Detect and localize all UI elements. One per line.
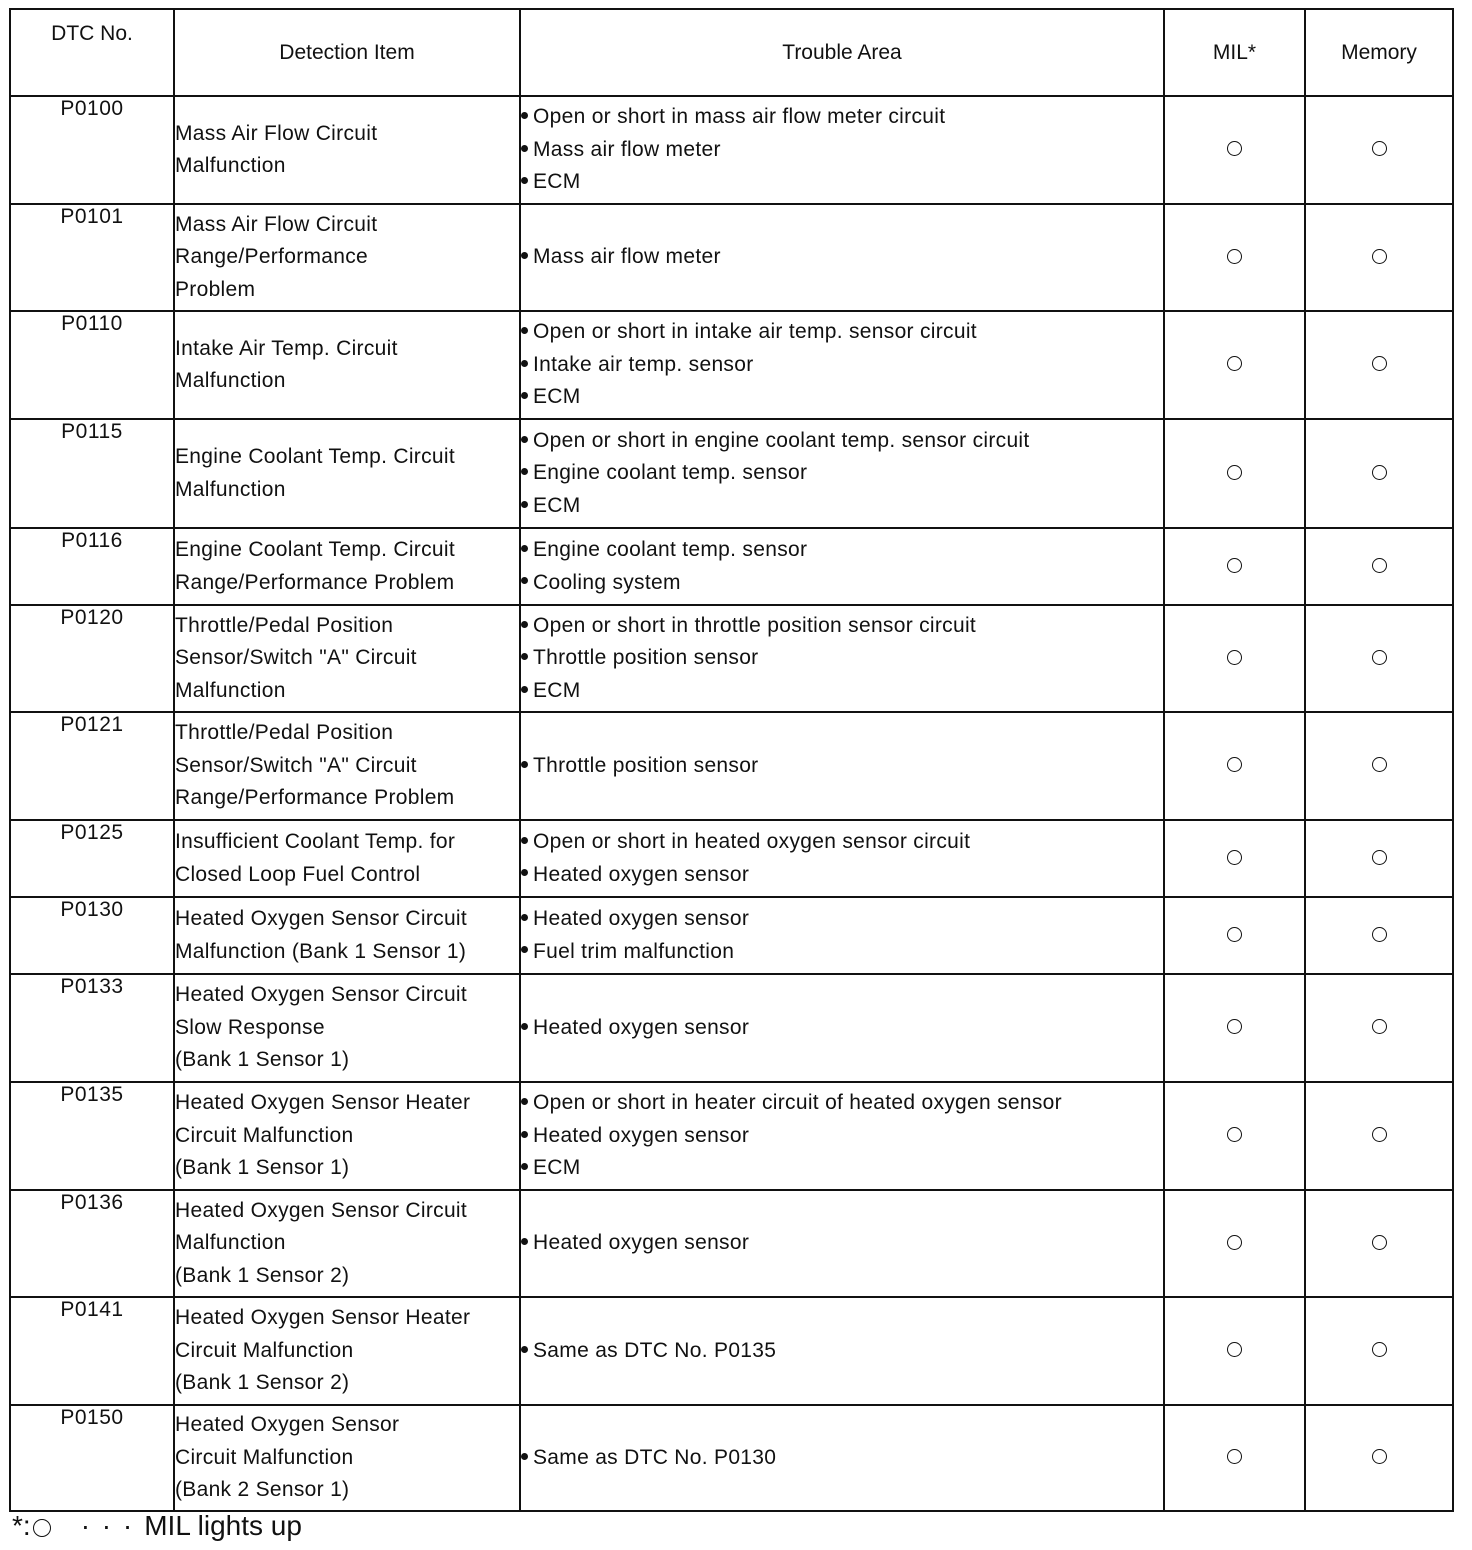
trouble-area-line	[521, 610, 1163, 643]
detection-item-line: Malfunction	[175, 1231, 286, 1255]
detection-item-line: Malfunction	[175, 369, 286, 392]
circle-icon	[1372, 850, 1387, 865]
bullet-icon	[521, 577, 528, 584]
circle-icon	[1372, 650, 1387, 665]
trouble-area-line	[521, 750, 1163, 783]
dtc-code: P0100	[10, 96, 174, 204]
trouble-area-line	[521, 826, 1163, 859]
detection-item-cell	[174, 419, 520, 528]
table-row	[10, 204, 1453, 311]
detection-item-cell	[174, 311, 520, 419]
trouble-area-text: Heated oxygen sensor	[533, 907, 750, 930]
circle-icon	[1372, 1127, 1387, 1142]
mil-cell	[1164, 96, 1305, 204]
detection-item-line: Malfunction (Bank 1 Sensor 1)	[175, 939, 467, 963]
detection-item-line: Heated Oxygen Sensor Circuit	[175, 983, 468, 1007]
detection-item-cell	[174, 204, 520, 311]
detection-item-line: (Bank 1 Sensor 2)	[175, 1263, 350, 1287]
detection-item-cell	[174, 96, 520, 204]
mil-cell	[1164, 311, 1305, 419]
table-row	[10, 1082, 1453, 1190]
mil-cell	[1164, 1405, 1305, 1511]
trouble-area-line	[521, 1152, 1163, 1185]
trouble-area-cell	[520, 1297, 1164, 1405]
table-row	[10, 820, 1453, 897]
detection-item-cell	[174, 528, 520, 605]
mil-cell	[1164, 605, 1305, 712]
mil-cell	[1164, 1190, 1305, 1297]
memory-cell	[1305, 820, 1453, 897]
trouble-area-line	[521, 903, 1163, 936]
trouble-area-line	[521, 381, 1163, 414]
bullet-icon	[521, 327, 528, 334]
trouble-area-cell	[520, 712, 1164, 820]
table-row	[10, 1405, 1453, 1511]
footnote-prefix: *:	[12, 1510, 31, 1541]
circle-icon	[1227, 927, 1242, 942]
memory-cell	[1305, 204, 1453, 311]
dtc-code: P0110	[10, 311, 174, 419]
header-dtc-no: DTC No.	[10, 9, 174, 96]
trouble-area-line	[521, 241, 1163, 274]
trouble-area-text: ECM	[533, 170, 581, 194]
trouble-area-text: Throttle position sensor	[533, 753, 759, 777]
table-row	[10, 419, 1453, 528]
trouble-area-line	[521, 534, 1163, 567]
detection-item-line: Range/Performance	[175, 245, 369, 269]
circle-icon	[1372, 249, 1387, 264]
memory-cell	[1305, 897, 1453, 974]
trouble-area-cell	[520, 897, 1164, 974]
table-body	[10, 96, 1453, 1511]
trouble-area-line	[521, 859, 1163, 892]
trouble-area-cell	[520, 1082, 1164, 1190]
bullet-icon	[521, 1098, 528, 1105]
memory-cell	[1305, 712, 1453, 820]
table-row	[10, 974, 1453, 1082]
trouble-area-cell	[520, 204, 1164, 311]
trouble-area-text: ECM	[533, 493, 581, 517]
detection-item-line: Throttle/Pedal Position	[175, 721, 394, 745]
detection-item-line: Closed Loop Fuel Control	[175, 862, 421, 886]
bullet-icon	[521, 112, 528, 119]
mil-cell	[1164, 1297, 1305, 1405]
detection-item-line: Circuit Malfunction	[175, 1445, 354, 1469]
trouble-area-text: Same as DTC No. P0135	[533, 1338, 777, 1362]
memory-cell	[1305, 311, 1453, 419]
table-row	[10, 605, 1453, 712]
trouble-area-text: Mass air flow meter	[533, 245, 721, 269]
dtc-code: P0135	[10, 1082, 174, 1190]
memory-cell	[1305, 974, 1453, 1082]
trouble-area-line	[521, 425, 1163, 458]
trouble-area-line	[521, 642, 1163, 675]
circle-icon	[1227, 558, 1242, 573]
trouble-area-text: Same as DTC No. P0130	[533, 1445, 777, 1469]
trouble-area-line	[521, 1012, 1163, 1045]
trouble-area-cell	[520, 1405, 1164, 1511]
dtc-code: P0130	[10, 897, 174, 974]
detection-item-cell	[174, 1190, 520, 1297]
circle-icon	[1227, 650, 1242, 665]
circle-icon	[1227, 356, 1242, 371]
trouble-area-line	[521, 675, 1163, 708]
trouble-area-text: Open or short in heater circuit of heated oxygen sensor	[533, 1091, 1062, 1115]
bullet-icon	[521, 1131, 528, 1138]
bullet-icon	[521, 145, 528, 152]
bullet-icon	[521, 946, 528, 953]
table-row	[10, 311, 1453, 419]
detection-item-line: Malfunction	[175, 678, 286, 702]
memory-cell	[1305, 1297, 1453, 1405]
mil-cell	[1164, 712, 1305, 820]
trouble-area-line	[521, 1335, 1163, 1368]
circle-icon	[1227, 1342, 1242, 1357]
circle-icon	[1227, 1235, 1242, 1250]
bullet-icon	[521, 686, 528, 693]
bullet-icon	[521, 1023, 528, 1030]
trouble-area-text: Heated oxygen sensor	[533, 1231, 750, 1255]
dtc-code: P0150	[10, 1405, 174, 1511]
trouble-area-text: Engine coolant temp. sensor	[533, 538, 808, 561]
header-row	[10, 9, 1453, 96]
detection-item-line: Engine Coolant Temp. Circuit	[175, 445, 455, 468]
trouble-area-cell	[520, 311, 1164, 419]
circle-icon	[1372, 1342, 1387, 1357]
trouble-area-text: ECM	[533, 1156, 581, 1180]
circle-icon	[33, 1519, 51, 1537]
mil-cell	[1164, 820, 1305, 897]
detection-item-line: Range/Performance Problem	[175, 570, 455, 594]
detection-item-line: Malfunction	[175, 477, 286, 501]
memory-cell	[1305, 1190, 1453, 1297]
circle-icon	[1372, 1449, 1387, 1464]
trouble-area-text: Heated oxygen sensor	[533, 862, 750, 886]
detection-item-line: Heated Oxygen Sensor Circuit	[175, 907, 468, 930]
detection-item-line: (Bank 1 Sensor 1)	[175, 1048, 350, 1072]
trouble-area-cell	[520, 974, 1164, 1082]
circle-icon	[1372, 558, 1387, 573]
dtc-code: P0116	[10, 528, 174, 605]
trouble-area-text: Fuel trim malfunction	[533, 939, 735, 963]
trouble-area-cell	[520, 605, 1164, 712]
trouble-area-text: Throttle position sensor	[533, 646, 759, 670]
trouble-area-line	[521, 316, 1163, 349]
trouble-area-cell	[520, 419, 1164, 528]
detection-item-cell	[174, 712, 520, 820]
trouble-area-text: Open or short in engine coolant temp. sensor circuit	[533, 428, 1030, 452]
trouble-area-text: Heated oxygen sensor	[533, 1015, 750, 1039]
header-detection-item: Detection Item	[174, 9, 520, 96]
memory-cell	[1305, 1405, 1453, 1511]
detection-item-line: Circuit Malfunction	[175, 1123, 354, 1147]
memory-cell	[1305, 96, 1453, 204]
detection-item-line: Sensor/Switch "A" Circuit	[175, 753, 417, 777]
table-row	[10, 897, 1453, 974]
memory-cell	[1305, 605, 1453, 712]
detection-item-line: Engine Coolant Temp. Circuit	[175, 538, 455, 561]
bullet-icon	[521, 761, 528, 768]
bullet-icon	[521, 837, 528, 844]
circle-icon	[1372, 757, 1387, 772]
trouble-area-line	[521, 936, 1163, 969]
detection-item-cell	[174, 1405, 520, 1511]
memory-cell	[1305, 528, 1453, 605]
detection-item-line: Range/Performance Problem	[175, 786, 455, 810]
bullet-icon	[521, 1453, 528, 1460]
detection-item-line: Slow Response	[175, 1015, 325, 1039]
trouble-area-text: Open or short in throttle position sensor circuit	[533, 613, 977, 637]
circle-icon	[1227, 1449, 1242, 1464]
trouble-area-text: Open or short in mass air flow meter circuit	[533, 105, 946, 129]
bullet-icon	[521, 914, 528, 921]
trouble-area-line	[521, 101, 1163, 134]
dtc-code: P0101	[10, 204, 174, 311]
bullet-icon	[521, 436, 528, 443]
footnote-text: MIL lights up	[144, 1510, 302, 1541]
trouble-area-cell	[520, 1190, 1164, 1297]
dtc-code: P0120	[10, 605, 174, 712]
trouble-area-line	[521, 1227, 1163, 1260]
trouble-area-line	[521, 490, 1163, 523]
trouble-area-line	[521, 457, 1163, 490]
dtc-code: P0141	[10, 1297, 174, 1405]
detection-item-line: Mass Air Flow Circuit	[175, 121, 378, 145]
detection-item-cell	[174, 605, 520, 712]
detection-item-line: Malfunction	[175, 154, 286, 177]
detection-item-line: Heated Oxygen Sensor Heater	[175, 1306, 471, 1330]
detection-item-cell	[174, 897, 520, 974]
detection-item-line: Insufficient Coolant Temp. for	[175, 830, 456, 853]
circle-icon	[1227, 757, 1242, 772]
bullet-icon	[521, 621, 528, 628]
detection-item-line: Heated Oxygen Sensor	[175, 1413, 400, 1437]
mil-cell	[1164, 528, 1305, 605]
detection-item-cell	[174, 1297, 520, 1405]
detection-item-line: Heated Oxygen Sensor Heater	[175, 1091, 471, 1115]
bullet-icon	[521, 468, 528, 475]
header-mil: MIL*	[1164, 9, 1305, 96]
header-trouble-area: Trouble Area	[520, 9, 1164, 96]
trouble-area-cell	[520, 820, 1164, 897]
bullet-icon	[521, 1346, 528, 1353]
trouble-area-text: Engine coolant temp. sensor	[533, 461, 808, 485]
trouble-area-cell	[520, 528, 1164, 605]
circle-icon	[1372, 356, 1387, 371]
bullet-icon	[521, 501, 528, 508]
detection-item-cell	[174, 820, 520, 897]
header-memory: Memory	[1305, 9, 1453, 96]
detection-item-line: (Bank 2 Sensor 1)	[175, 1478, 350, 1502]
detection-item-line: Heated Oxygen Sensor Circuit	[175, 1198, 468, 1222]
trouble-area-cell	[520, 96, 1164, 204]
bullet-icon	[521, 545, 528, 552]
bullet-icon	[521, 177, 528, 184]
dtc-code: P0136	[10, 1190, 174, 1297]
trouble-area-line	[521, 1087, 1163, 1120]
trouble-area-line	[521, 1442, 1163, 1475]
detection-item-line: Mass Air Flow Circuit	[175, 212, 378, 236]
circle-icon	[1227, 249, 1242, 264]
bullet-icon	[521, 392, 528, 399]
circle-icon	[1227, 850, 1242, 865]
trouble-area-text: Mass air flow meter	[533, 137, 721, 161]
memory-cell	[1305, 419, 1453, 528]
mil-cell	[1164, 419, 1305, 528]
table-row	[10, 1297, 1453, 1405]
detection-item-cell	[174, 1082, 520, 1190]
mil-cell	[1164, 974, 1305, 1082]
circle-icon	[1227, 1127, 1242, 1142]
table-row	[10, 712, 1453, 820]
circle-icon	[1227, 1019, 1242, 1034]
trouble-area-line	[521, 1120, 1163, 1153]
circle-icon	[1372, 927, 1387, 942]
trouble-area-text: Cooling system	[533, 570, 681, 594]
mil-cell	[1164, 204, 1305, 311]
circle-icon	[1227, 141, 1242, 156]
table-row	[10, 528, 1453, 605]
detection-item-line: Problem	[175, 277, 256, 301]
table-row	[10, 96, 1453, 204]
bullet-icon	[521, 1163, 528, 1170]
trouble-area-text: Heated oxygen sensor	[533, 1123, 750, 1147]
trouble-area-line	[521, 567, 1163, 600]
detection-item-line: Circuit Malfunction	[175, 1338, 354, 1362]
detection-item-line: Sensor/Switch "A" Circuit	[175, 646, 417, 670]
circle-icon	[1372, 141, 1387, 156]
circle-icon	[1372, 1019, 1387, 1034]
table-row	[10, 1190, 1453, 1297]
dtc-code: P0125	[10, 820, 174, 897]
dtc-code: P0121	[10, 712, 174, 820]
bullet-icon	[521, 1238, 528, 1245]
bullet-icon	[521, 360, 528, 367]
dtc-code: P0115	[10, 419, 174, 528]
mil-cell	[1164, 897, 1305, 974]
detection-item-line: (Bank 1 Sensor 1)	[175, 1156, 350, 1180]
bullet-icon	[521, 653, 528, 660]
circle-icon	[1372, 1235, 1387, 1250]
trouble-area-text: Open or short in intake air temp. sensor circuit	[533, 320, 977, 344]
trouble-area-line	[521, 134, 1163, 167]
memory-cell	[1305, 1082, 1453, 1190]
trouble-area-line	[521, 166, 1163, 199]
trouble-area-text: ECM	[533, 385, 581, 409]
bullet-icon	[521, 869, 528, 876]
dtc-table	[9, 8, 1454, 1512]
footnote	[12, 1510, 302, 1542]
detection-item-line: Intake Air Temp. Circuit	[175, 336, 398, 360]
bullet-icon	[521, 252, 528, 259]
circle-icon	[1227, 465, 1242, 480]
trouble-area-text: Intake air temp. sensor	[533, 352, 754, 376]
mil-cell	[1164, 1082, 1305, 1190]
detection-item-line: Throttle/Pedal Position	[175, 613, 394, 637]
detection-item-cell	[174, 974, 520, 1082]
trouble-area-text: ECM	[533, 678, 581, 702]
trouble-area-line	[521, 349, 1163, 382]
detection-item-line: (Bank 1 Sensor 2)	[175, 1371, 350, 1395]
footnote-dots: · · ·	[80, 1510, 135, 1541]
trouble-area-text: Open or short in heated oxygen sensor circuit	[533, 830, 971, 853]
dtc-code: P0133	[10, 974, 174, 1082]
circle-icon	[1372, 465, 1387, 480]
